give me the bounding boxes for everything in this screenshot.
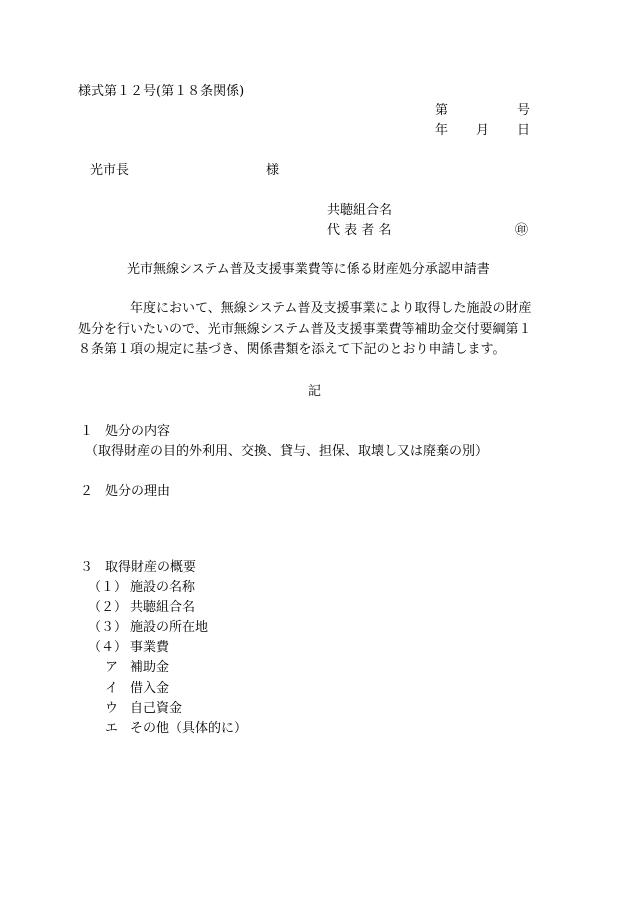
item-1-label: 処分の内容 bbox=[105, 424, 171, 439]
doc-number-go: 号 bbox=[517, 103, 531, 118]
item-1-note: （取得財産の目的外利用、交換、貸与、担保、取壊し又は廃棄の別） bbox=[85, 444, 489, 459]
item-3-number: ３ bbox=[80, 560, 94, 575]
sub-item-label: 施設の名称 bbox=[130, 580, 196, 595]
sub-item-label: 施設の所在地 bbox=[130, 620, 209, 635]
date-year: 年 bbox=[435, 123, 449, 138]
addressee-honorific: 様 bbox=[266, 163, 280, 178]
sub-item-number: （２） bbox=[88, 600, 128, 615]
document-title: 光市無線システム普及支援事業費等に係る財産処分承認申請書 bbox=[127, 262, 490, 277]
subsub-item-kana: ア bbox=[105, 660, 119, 675]
body-line-3: ８条第１項の規定に基づき、関係書類を添えて下記のとおり申請します。 bbox=[78, 342, 506, 357]
body-line-1: 年度において、無線システム普及支援事業により取得した施設の財産 bbox=[130, 301, 532, 316]
doc-number-dai: 第 bbox=[435, 103, 449, 118]
subsub-item-label: 自己資金 bbox=[130, 701, 183, 716]
sub-item-label: 事業費 bbox=[130, 640, 170, 655]
date-month: 月 bbox=[476, 123, 490, 138]
subsub-item-kana: エ bbox=[105, 721, 119, 736]
sub-item-number: （３） bbox=[88, 620, 128, 635]
ki-mark: 記 bbox=[308, 384, 322, 399]
body-line-2: 処分を行いたいので、光市無線システム普及支援事業費等補助金交付要綱第１ bbox=[78, 322, 532, 337]
sub-item-label: 共聴組合名 bbox=[130, 600, 196, 615]
union-name-label: 共聴組合名 bbox=[327, 203, 393, 218]
item-1-number: １ bbox=[80, 424, 94, 439]
sub-item-number: （４） bbox=[88, 640, 128, 655]
subsub-item-kana: ウ bbox=[105, 701, 119, 716]
subsub-item-kana: イ bbox=[105, 681, 119, 696]
item-3-label: 取得財産の概要 bbox=[105, 560, 197, 575]
date-day: 日 bbox=[517, 123, 531, 138]
representative-label: 代 表 者 名 bbox=[327, 223, 392, 238]
subsub-item-label: 補助金 bbox=[130, 660, 170, 675]
seal-mark: ㊞ bbox=[515, 223, 529, 238]
subsub-item-label: 借入金 bbox=[130, 681, 170, 696]
item-2-number: ２ bbox=[80, 484, 94, 499]
item-2-label: 処分の理由 bbox=[105, 484, 171, 499]
addressee-name: 光市長 bbox=[90, 163, 130, 178]
subsub-item-label: その他（具体的に） bbox=[130, 721, 248, 736]
sub-item-number: （１） bbox=[88, 580, 128, 595]
form-number: 様式第１２号(第１８条関係) bbox=[78, 84, 245, 99]
